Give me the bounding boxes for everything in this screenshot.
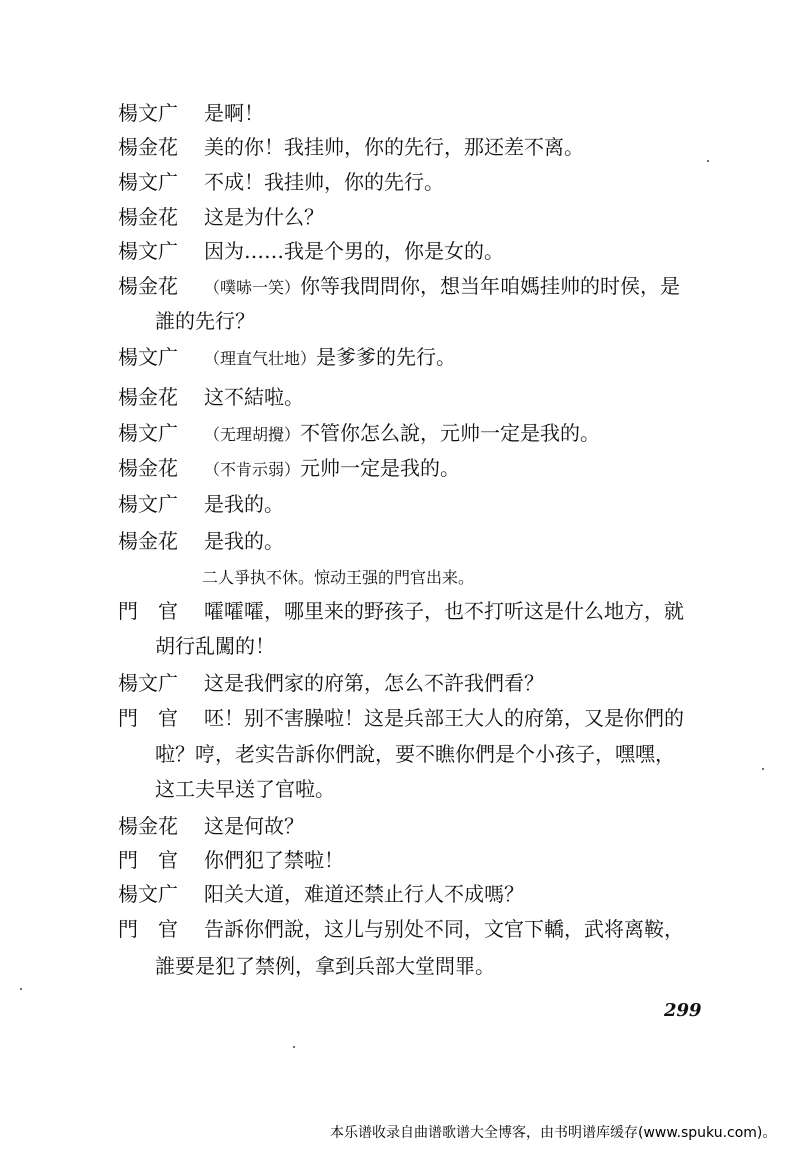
stage-direction-text: 二人爭执不休。惊动王强的門官出来。 [202,568,475,587]
dialogue-text: 不管你怎么說，元帅一定是我的。 [300,421,601,445]
dialogue-text: 告訴你們說，这儿与别处不同，文官下轎，武将离鞍， [204,917,684,941]
dialogue-text: 美的你！我挂帅，你的先行，那还差不离。 [204,135,584,159]
dialogue-text: 誰的先行？ [155,309,255,333]
dialogue-line [118,274,680,300]
dialogue-text: 这是我們家的府第，怎么不許我們看？ [204,671,544,695]
dialogue-line [118,421,600,447]
dialogue-line [118,882,524,906]
dialogue-text: 胡行乱闖的！ [155,634,275,658]
dialogue-line [118,456,460,482]
stage-direction: （理直气壮地） [204,349,317,368]
scan-speck [707,160,709,162]
dialogue-line [118,101,264,125]
speaker-name: 楊金花 [118,135,178,159]
speaker-name: 楊文广 [118,101,178,125]
speaker-name: 楊金花 [118,456,178,480]
dialogue-text: 这不結啦。 [204,385,304,409]
dialogue-line [118,599,684,623]
stage-direction: （噗哧一笑） [204,278,301,297]
speaker-name: 楊文广 [118,170,178,194]
dialogue-line [118,345,456,371]
dialogue-text: 是爹爹的先行。 [316,345,457,369]
dialogue-line [118,385,304,409]
speaker-name: 楊文广 [118,345,178,369]
dialogue-line [118,917,684,941]
dialogue-line [118,135,584,159]
dialogue-text: 是我的。 [204,529,284,553]
speaker-name: 門 官 [118,706,178,730]
scan-speck [293,1046,295,1048]
dialogue-line [118,205,324,229]
dialogue-text: 这工夫早送了官啦。 [155,777,335,801]
dialogue-line [118,814,304,838]
speaker-name: 楊文广 [118,421,178,445]
dialogue-text: 呸！别不害臊啦！这是兵部王大人的府第，又是你們的 [204,706,684,730]
speaker-name: 楊金花 [118,385,178,409]
speaker-name: 楊金花 [118,274,178,298]
dialogue-line [118,848,344,872]
dialogue-text: 啦？哼，老实告訴你們說，要不瞧你們是个小孩子，嘿嘿， [155,742,675,766]
dialogue-text: 因为……我是个男的，你是女的。 [204,239,504,263]
dialogue-line [118,492,284,516]
dialogue-line [118,706,684,730]
dialogue-text: 阳关大道，难道还禁止行人不成嗎？ [204,882,524,906]
dialogue-continuation [155,777,335,801]
dialogue-text: 是我的。 [204,492,284,516]
dialogue-text: 你等我問問你，想当年咱媽挂帅的时侯，是 [300,274,681,298]
dialogue-text: 这是为什么？ [204,205,324,229]
speaker-name: 門 官 [118,599,178,623]
dialogue-text: 你們犯了禁啦！ [204,848,344,872]
stage-direction: （无理胡攪） [204,425,301,444]
dialogue-continuation [155,634,275,658]
speaker-name: 門 官 [118,848,178,872]
dialogue-continuation [155,309,255,333]
dialogue-continuation [155,954,495,978]
speaker-name: 楊文广 [118,671,178,695]
dialogue-line [118,239,504,263]
dialogue-text: 元帅一定是我的。 [300,456,461,480]
speaker-name: 楊金花 [118,814,178,838]
speaker-name: 楊文广 [118,492,178,516]
speaker-name: 楊文广 [118,239,178,263]
speaker-name: 楊金花 [118,205,178,229]
dialogue-text: 这是何故？ [204,814,304,838]
stage-direction: （不肯示弱） [204,460,301,479]
dialogue-line [118,671,544,695]
stage-direction-line [202,566,474,590]
scan-speck [20,988,22,990]
dialogue-line [118,529,284,553]
speaker-name: 楊文广 [118,882,178,906]
dialogue-text: 是啊！ [204,101,264,125]
speaker-name: 門 官 [118,917,178,941]
dialogue-line [118,170,444,194]
dialogue-text: 誰要是犯了禁例，拿到兵部大堂問罪。 [155,954,495,978]
dialogue-continuation [155,742,675,766]
dialogue-text: 嚯嚯嚯，哪里来的野孩子，也不打听这是什么地方，就 [204,599,684,623]
dialogue-text: 不成！我挂帅，你的先行。 [204,170,444,194]
page-number: 299 [664,1000,702,1021]
footer-credit: 本乐谱收录自曲谱歌谱大全博客，由书明谱库缓存(www.spuku.com)。 [330,1125,777,1141]
speaker-name: 楊金花 [118,529,178,553]
scan-speck [762,768,764,770]
